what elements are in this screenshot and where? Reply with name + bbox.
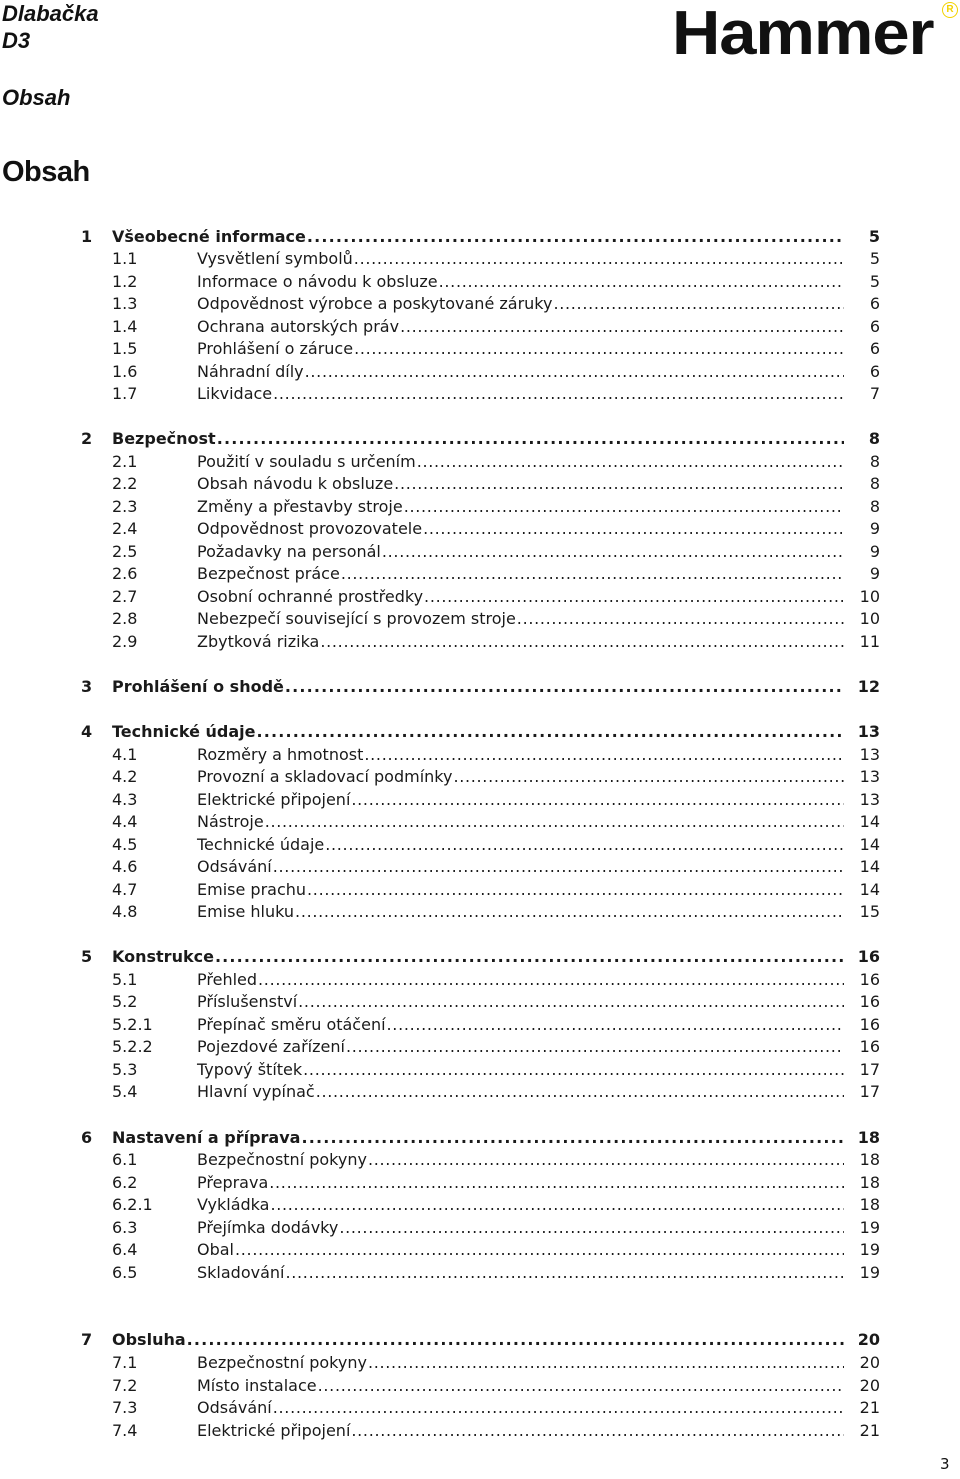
toc-entry-number: 6.1	[112, 1150, 138, 1169]
toc-section-row[interactable]	[0, 969, 960, 991]
toc-entry-number: 7.2	[112, 1376, 138, 1395]
toc-entry-title: Osobní ochranné prostředky	[197, 587, 424, 606]
toc-entry-number: 5.2.2	[112, 1037, 153, 1056]
toc-section-row[interactable]	[0, 1397, 960, 1419]
toc-entry-number: 2.6	[112, 564, 138, 583]
toc-entry-title: Použití v souladu s určením	[197, 452, 416, 471]
registered-mark-icon: R	[942, 2, 958, 18]
toc-entry-number: 1.4	[112, 317, 138, 336]
toc-entry-number: 2.3	[112, 497, 138, 516]
toc-entry-title: Zbytková rizika	[197, 632, 320, 651]
toc-entry-title: Obsah návodu k obsluze	[197, 474, 394, 493]
brand-logo	[672, 2, 960, 68]
toc-entry-number: 5.1	[112, 970, 138, 989]
toc-entry-leader	[112, 721, 880, 743]
toc-dot-leader	[270, 1194, 880, 1216]
toc-entry-title: Přehled	[197, 970, 258, 989]
toc-entry-title: Likvidace	[197, 384, 273, 403]
toc-section-row[interactable]	[0, 451, 960, 473]
toc-entry-title: Nástroje	[197, 812, 264, 831]
toc-entry-page: 21	[844, 1420, 880, 1442]
toc-entry-number: 7.3	[112, 1398, 138, 1417]
toc-entry-leader	[197, 361, 880, 383]
page-title: Obsah	[2, 156, 90, 188]
toc-entry-leader	[197, 608, 880, 630]
toc-entry-page: 13	[844, 721, 880, 743]
toc-section-row[interactable]	[0, 1036, 960, 1058]
toc-entry-leader	[197, 1149, 880, 1171]
toc-entry-leader	[197, 1217, 880, 1239]
toc-section-row[interactable]	[0, 271, 960, 293]
toc-entry-number: 4.3	[112, 790, 138, 809]
toc-section-row[interactable]	[0, 901, 960, 923]
toc-dot-leader	[318, 1375, 880, 1397]
toc-entry-page: 14	[844, 856, 880, 878]
toc-entry-page: 10	[844, 608, 880, 630]
toc-section-row[interactable]	[0, 1194, 960, 1216]
toc-entry-title: Emise prachu	[197, 880, 307, 899]
toc-entry-page: 13	[844, 789, 880, 811]
toc-entry-page: 18	[844, 1127, 880, 1149]
toc-entry-leader	[197, 901, 880, 923]
toc-entry-page: 8	[844, 496, 880, 518]
toc-entry-title: Ochrana autorských práv	[197, 317, 400, 336]
toc-entry-leader	[197, 856, 880, 878]
toc-section-row[interactable]	[0, 834, 960, 856]
toc-entry-number: 2	[81, 429, 93, 448]
toc-entry-number: 5.2	[112, 992, 138, 1011]
toc-dot-leader	[453, 766, 880, 788]
document-title	[2, 0, 99, 54]
toc-dot-leader	[273, 1397, 880, 1419]
toc-entry-page: 6	[844, 361, 880, 383]
toc-dot-leader	[303, 1059, 880, 1081]
toc-entry-leader	[197, 969, 880, 991]
toc-entry-leader	[197, 316, 880, 338]
toc-entry-leader	[112, 428, 880, 450]
toc-entry-number: 4.6	[112, 857, 138, 876]
toc-dot-leader	[382, 541, 880, 563]
toc-entry-leader	[197, 271, 880, 293]
toc-entry-number: 4.5	[112, 835, 138, 854]
toc-entry-title: Technické údaje	[112, 722, 256, 741]
toc-dot-leader	[339, 1217, 880, 1239]
toc-entry-leader	[197, 293, 880, 315]
toc-entry-page: 8	[844, 473, 880, 495]
toc-section-row[interactable]	[0, 1217, 960, 1239]
toc-chapter-row[interactable]	[0, 946, 960, 968]
toc-entry-page: 16	[844, 991, 880, 1013]
toc-entry-number: 1.7	[112, 384, 138, 403]
toc-entry-leader	[197, 1172, 880, 1194]
toc-dot-leader	[351, 1420, 880, 1442]
toc-entry-number: 5.3	[112, 1060, 138, 1079]
toc-section-row[interactable]	[0, 518, 960, 540]
toc-entry-title: Vysvětlení symbolů	[197, 249, 353, 268]
toc-entry-leader	[112, 946, 880, 968]
toc-entry-leader	[197, 991, 880, 1013]
brand-logo-wordmark: Hammer	[672, 0, 934, 68]
toc-dot-leader	[258, 969, 880, 991]
toc-entry-leader	[197, 789, 880, 811]
toc-dot-leader	[301, 1127, 880, 1149]
toc-section-row[interactable]	[0, 1262, 960, 1284]
toc-dot-leader	[394, 473, 880, 495]
toc-entry-number: 6.2	[112, 1173, 138, 1192]
toc-entry-number: 2.7	[112, 587, 138, 606]
toc-entry-title: Příslušenství	[197, 992, 298, 1011]
toc-entry-title: Obsluha	[112, 1330, 186, 1349]
toc-entry-number: 6.4	[112, 1240, 138, 1259]
toc-entry-leader	[112, 676, 880, 698]
toc-entry-page: 13	[844, 744, 880, 766]
toc-entry-leader	[197, 1352, 880, 1374]
toc-entry-page: 18	[844, 1172, 880, 1194]
toc-dot-leader	[235, 1239, 880, 1261]
toc-dot-leader	[517, 608, 880, 630]
toc-entry-page: 15	[844, 901, 880, 923]
toc-dot-leader	[273, 856, 880, 878]
toc-section-row[interactable]	[0, 1149, 960, 1171]
toc-dot-leader	[305, 361, 880, 383]
toc-section-row[interactable]	[0, 1081, 960, 1103]
toc-section-row[interactable]	[0, 1239, 960, 1261]
toc-entry-page: 20	[844, 1329, 880, 1351]
toc-entry-page: 14	[844, 834, 880, 856]
toc-section-row[interactable]	[0, 991, 960, 1013]
toc-entry-page: 8	[844, 428, 880, 450]
toc-entry-number: 6.3	[112, 1218, 138, 1237]
toc-entry-title: Typový štítek	[197, 1060, 303, 1079]
toc-entry-title: Konstrukce	[112, 947, 214, 966]
toc-entry-page: 9	[844, 541, 880, 563]
toc-entry-page: 17	[844, 1059, 880, 1081]
toc-entry-leader	[112, 1329, 880, 1351]
toc-section-row[interactable]	[0, 293, 960, 315]
toc-dot-leader	[423, 518, 880, 540]
toc-dot-leader	[316, 1081, 880, 1103]
toc-entry-title: Nastavení a příprava	[112, 1128, 301, 1147]
toc-dot-leader	[439, 271, 880, 293]
toc-entry-page: 6	[844, 338, 880, 360]
toc-entry-page: 19	[844, 1217, 880, 1239]
toc-entry-page: 6	[844, 293, 880, 315]
toc-entry-leader	[197, 1375, 880, 1397]
toc-entry-number: 7	[81, 1330, 93, 1349]
toc-entry-page: 18	[844, 1149, 880, 1171]
toc-section-row[interactable]	[0, 316, 960, 338]
toc-entry-page: 12	[844, 676, 880, 698]
toc-entry-leader	[197, 1036, 880, 1058]
toc-entry-number: 2.4	[112, 519, 138, 538]
toc-entry-title: Bezpečnost	[112, 429, 216, 448]
toc-entry-leader	[197, 541, 880, 563]
toc-entry-number: 5.4	[112, 1082, 138, 1101]
toc-dot-leader	[285, 1262, 880, 1284]
toc-entry-leader	[197, 383, 880, 405]
toc-entry-title: Všeobecné informace	[112, 227, 306, 246]
toc-entry-title: Hlavní vypínač	[197, 1082, 315, 1101]
document-title-line2: D3	[2, 28, 31, 53]
toc-dot-leader	[307, 879, 880, 901]
toc-entry-page: 13	[844, 766, 880, 788]
page-number: 3	[940, 1455, 950, 1473]
toc-dot-leader	[351, 789, 880, 811]
toc-entry-page: 5	[844, 248, 880, 270]
toc-dot-leader	[295, 901, 880, 923]
toc-entry-leader	[197, 1397, 880, 1419]
toc-section-row[interactable]	[0, 496, 960, 518]
toc-entry-leader	[197, 473, 880, 495]
toc-entry-title: Elektrické připojení	[197, 1421, 351, 1440]
toc-entry-leader	[197, 586, 880, 608]
toc-entry-number: 2.1	[112, 452, 138, 471]
toc-entry-title: Prohlášení o záruce	[197, 339, 354, 358]
toc-entry-number: 1	[81, 227, 93, 246]
toc-dot-leader	[553, 293, 880, 315]
toc-entry-number: 2.8	[112, 609, 138, 628]
toc-dot-leader	[320, 631, 880, 653]
toc-section-row[interactable]	[0, 586, 960, 608]
toc-entry-leader	[112, 1127, 880, 1149]
toc-entry-number: 1.2	[112, 272, 138, 291]
toc-entry-page: 11	[844, 631, 880, 653]
toc-dot-leader	[285, 676, 880, 698]
toc-entry-title: Pojezdové zařízení	[197, 1037, 345, 1056]
toc-entry-page: 9	[844, 563, 880, 585]
toc-dot-leader	[354, 248, 880, 270]
toc-section-row[interactable]	[0, 338, 960, 360]
toc-entry-number: 1.3	[112, 294, 138, 313]
toc-entry-page: 7	[844, 383, 880, 405]
toc-entry-number: 4.2	[112, 767, 138, 786]
toc-dot-leader	[325, 834, 880, 856]
toc-entry-leader	[197, 744, 880, 766]
toc-entry-page: 17	[844, 1081, 880, 1103]
toc-entry-title: Odsávání	[197, 1398, 272, 1417]
toc-entry-title: Rozměry a hmotnost	[197, 745, 364, 764]
toc-dot-leader	[217, 428, 880, 450]
toc-entry-leader	[197, 631, 880, 653]
toc-entry-page: 16	[844, 946, 880, 968]
toc-entry-leader	[197, 1239, 880, 1261]
toc-entry-title: Přeprava	[197, 1173, 269, 1192]
toc-dot-leader	[346, 1036, 880, 1058]
toc-dot-leader	[273, 383, 880, 405]
toc-entry-page: 16	[844, 1014, 880, 1036]
toc-entry-page: 20	[844, 1352, 880, 1374]
toc-entry-leader	[112, 226, 880, 248]
toc-entry-number: 2.9	[112, 632, 138, 651]
toc-entry-number: 5.2.1	[112, 1015, 153, 1034]
toc-section-row[interactable]	[0, 631, 960, 653]
toc-dot-leader	[404, 496, 880, 518]
toc-entry-title: Bezpečnostní pokyny	[197, 1150, 367, 1169]
toc-dot-leader	[298, 991, 880, 1013]
toc-chapter-row[interactable]	[0, 1329, 960, 1351]
toc-entry-number: 4	[81, 722, 93, 741]
toc-entry-leader	[197, 248, 880, 270]
toc-entry-title: Elektrické připojení	[197, 790, 351, 809]
toc-entry-number: 4.7	[112, 880, 138, 899]
toc-dot-leader	[364, 744, 880, 766]
toc-entry-title: Odpovědnost provozovatele	[197, 519, 423, 538]
toc-chapter-row[interactable]	[0, 721, 960, 743]
toc-entry-page: 9	[844, 518, 880, 540]
toc-dot-leader	[400, 316, 880, 338]
toc-entry-title: Emise hluku	[197, 902, 295, 921]
toc-entry-leader	[197, 879, 880, 901]
toc-section-row[interactable]	[0, 744, 960, 766]
toc-dot-leader	[368, 1149, 880, 1171]
toc-entry-title: Nebezpečí související s provozem stroje	[197, 609, 516, 628]
toc-entry-page: 5	[844, 271, 880, 293]
toc-section-row[interactable]	[0, 563, 960, 585]
toc-entry-page: 19	[844, 1239, 880, 1261]
toc-entry-page: 20	[844, 1375, 880, 1397]
toc-dot-leader	[417, 451, 880, 473]
toc-entry-leader	[197, 1262, 880, 1284]
toc-entry-number: 6.2.1	[112, 1195, 153, 1214]
toc-section-row[interactable]	[0, 789, 960, 811]
toc-entry-page: 16	[844, 1036, 880, 1058]
toc-entry-number: 3	[81, 677, 93, 696]
toc-entry-page: 19	[844, 1262, 880, 1284]
toc-entry-number: 1.6	[112, 362, 138, 381]
toc-entry-leader	[197, 1014, 880, 1036]
toc-entry-title: Skladování	[197, 1263, 285, 1282]
toc-entry-page: 16	[844, 969, 880, 991]
toc-entry-page: 14	[844, 811, 880, 833]
toc-entry-number: 2.2	[112, 474, 138, 493]
toc-entry-title: Provozní a skladovací podmínky	[197, 767, 453, 786]
toc-section-row[interactable]	[0, 1420, 960, 1442]
toc-section-row[interactable]	[0, 248, 960, 270]
toc-entry-leader	[197, 451, 880, 473]
toc-dot-leader	[215, 946, 880, 968]
toc-entry-number: 7.1	[112, 1353, 138, 1372]
toc-entry-leader	[197, 834, 880, 856]
toc-dot-leader	[368, 1352, 880, 1374]
toc-dot-leader	[269, 1172, 880, 1194]
toc-entry-page: 21	[844, 1397, 880, 1419]
toc-entry-number: 1.5	[112, 339, 138, 358]
toc-section-row[interactable]	[0, 766, 960, 788]
toc-entry-title: Bezpečnost práce	[197, 564, 340, 583]
toc-entry-title: Informace o návodu k obsluze	[197, 272, 438, 291]
toc-entry-leader	[197, 518, 880, 540]
toc-entry-title: Náhradní díly	[197, 362, 304, 381]
toc-entry-number: 5	[81, 947, 93, 966]
toc-entry-leader	[197, 1081, 880, 1103]
toc-entry-number: 4.1	[112, 745, 138, 764]
toc-entry-page: 14	[844, 879, 880, 901]
toc-entry-page: 6	[844, 316, 880, 338]
toc-entry-title: Odsávání	[197, 857, 272, 876]
toc-dot-leader	[341, 563, 880, 585]
toc-entry-leader	[197, 1420, 880, 1442]
toc-entry-page: 5	[844, 226, 880, 248]
toc-entry-number: 7.4	[112, 1421, 138, 1440]
toc-entry-leader	[197, 811, 880, 833]
toc-chapter-row[interactable]	[0, 428, 960, 450]
toc-section-row[interactable]	[0, 1375, 960, 1397]
toc-section-row[interactable]	[0, 383, 960, 405]
toc-dot-leader	[187, 1329, 880, 1351]
toc-entry-page: 10	[844, 586, 880, 608]
header-section-label: Obsah	[2, 85, 71, 110]
toc-section-row[interactable]	[0, 473, 960, 495]
toc-entry-title: Technické údaje	[197, 835, 325, 854]
toc-entry-leader	[197, 338, 880, 360]
toc-chapter-row[interactable]	[0, 676, 960, 698]
toc-section-row[interactable]	[0, 1172, 960, 1194]
toc-entry-title: Bezpečnostní pokyny	[197, 1353, 367, 1372]
toc-entry-title: Odpovědnost výrobce a poskytované záruky	[197, 294, 553, 313]
toc-entry-number: 6.5	[112, 1263, 138, 1282]
toc-entry-number: 1.1	[112, 249, 138, 268]
toc-section-row[interactable]	[0, 879, 960, 901]
toc-entry-title: Obal	[197, 1240, 234, 1259]
document-title-line1: Dlabačka	[2, 1, 99, 26]
toc-section-row[interactable]	[0, 811, 960, 833]
toc-entry-page: 18	[844, 1194, 880, 1216]
toc-section-row[interactable]	[0, 1059, 960, 1081]
toc-section-row[interactable]	[0, 608, 960, 630]
toc-section-row[interactable]	[0, 1014, 960, 1036]
toc-entry-title: Místo instalace	[197, 1376, 317, 1395]
toc-chapter-row[interactable]	[0, 226, 960, 248]
toc-dot-leader	[354, 338, 880, 360]
toc-entry-number: 6	[81, 1128, 93, 1147]
toc-dot-leader	[265, 811, 880, 833]
toc-section-row[interactable]	[0, 361, 960, 383]
toc-entry-number: 4.4	[112, 812, 138, 831]
toc-entry-leader	[197, 496, 880, 518]
toc-dot-leader	[424, 586, 880, 608]
toc-section-row[interactable]	[0, 1352, 960, 1374]
toc-entry-title: Prohlášení o shodě	[112, 677, 284, 696]
toc-entry-leader	[197, 1194, 880, 1216]
toc-entry-page: 8	[844, 451, 880, 473]
toc-section-row[interactable]	[0, 856, 960, 878]
toc-entry-number: 2.5	[112, 542, 138, 561]
toc-entry-leader	[197, 1059, 880, 1081]
toc-entry-title: Přejímka dodávky	[197, 1218, 339, 1237]
toc-dot-leader	[256, 721, 880, 743]
toc-section-row[interactable]	[0, 541, 960, 563]
toc-chapter-row[interactable]	[0, 1127, 960, 1149]
toc-entry-title: Přepínač směru otáčení	[197, 1015, 386, 1034]
toc-entry-title: Změny a přestavby stroje	[197, 497, 403, 516]
toc-dot-leader	[307, 226, 880, 248]
toc-dot-leader	[387, 1014, 880, 1036]
toc-entry-leader	[197, 766, 880, 788]
toc-entry-number: 4.8	[112, 902, 138, 921]
toc-entry-leader	[197, 563, 880, 585]
toc-entry-title: Vykládka	[197, 1195, 270, 1214]
toc-entry-title: Požadavky na personál	[197, 542, 381, 561]
